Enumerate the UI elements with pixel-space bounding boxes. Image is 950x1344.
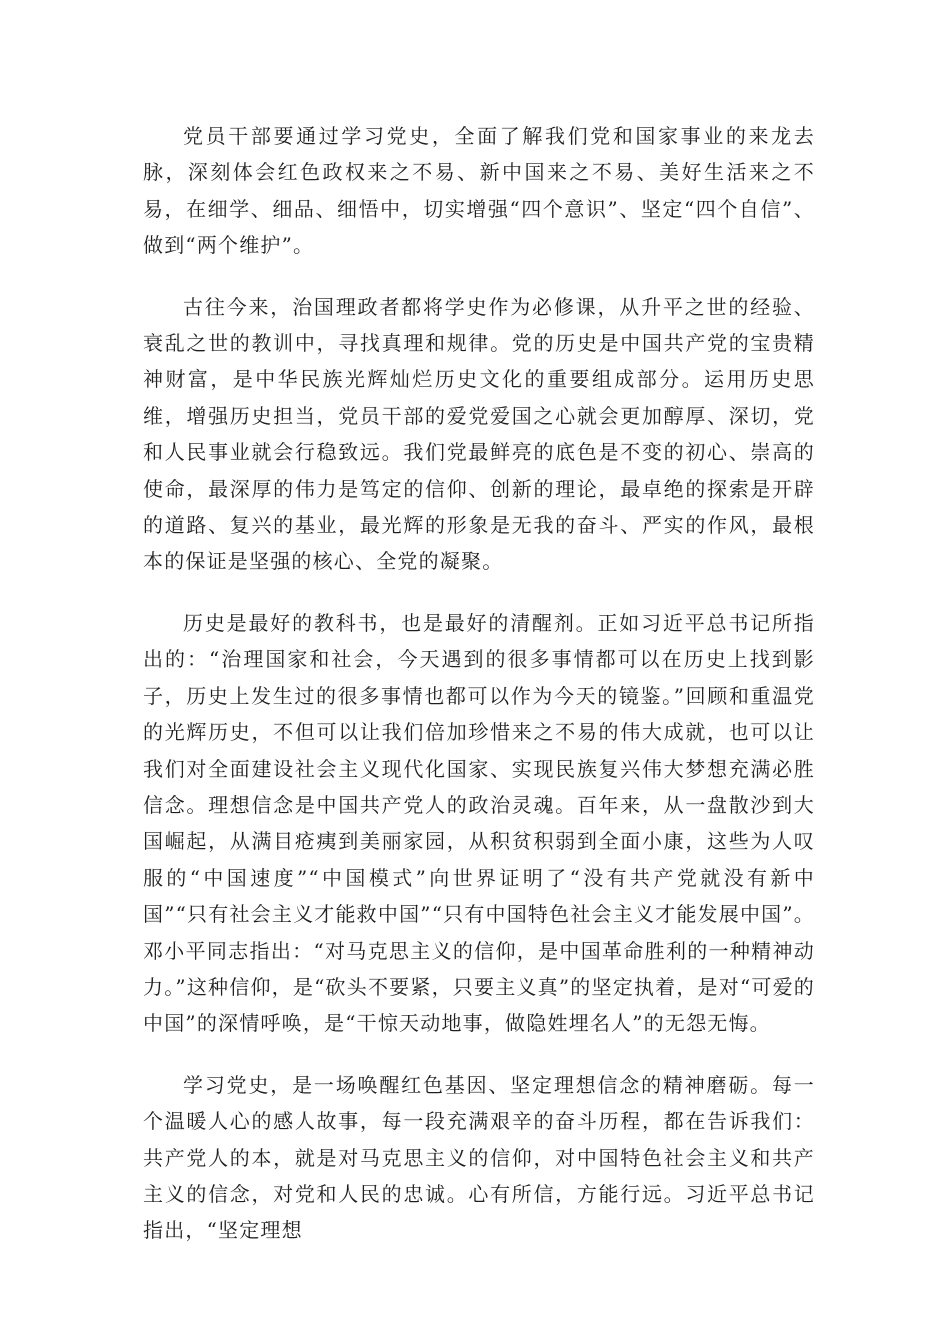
paragraph-4: 学习党史，是一场唤醒红色基因、坚定理想信念的精神磨砺。每一个温暖人心的感人故事，每一段充满艰辛的奋斗历程，都在告诉我们：共产党人的本，就是对马克思主义的信仰，对中国特色社会主义和共产主义的信念，对党和人民的忠诚。心有所信，方能行远。习近平总书记指出，“坚定理想 (143, 1072, 815, 1243)
paragraph-1: 党员干部要通过学习党史，全面了解我们党和国家事业的来龙去脉，深刻体会红色政权来之不易、新中国来之不易、美好生活来之不易，在细学、细品、细悟中，切实增强“四个意识”、坚定“四个自信”、做到“两个维护”。 (143, 124, 815, 258)
document-body (143, 118, 815, 1249)
paragraph-2: 古往今来，治国理政者都将学史作为必修课，从升平之世的经验、衰乱之世的教训中，寻找真理和规律。党的历史是中国共产党的宝贵精神财富，是中华民族光辉灿烂历史文化的重要组成部分。运用历史思维，增强历史担当，党员干部的爱党爱国之心就会更加醇厚、深切，党和人民事业就会行稳致远。我们党最鲜亮的底色是不变的初心、崇高的使命，最深厚的伟力是笃定的信仰、创新的理论，最卓绝的探索是开辟的道路、复兴的基业，最光辉的形象是无我的奋斗、严实的作风，最根本的保证是坚强的核心、全党的凝聚。 (143, 294, 815, 574)
paragraph-3: 历史是最好的教科书，也是最好的清醒剂。正如习近平总书记所指出的：“治理国家和社会，今天遇到的很多事情都可以在历史上找到影子，历史上发生过的很多事情也都可以作为今天的镜鉴。”回顾和重温党的光辉历史，不但可以让我们倍加珍惜来之不易的伟大成就，也可以让我们对全面建设社会主义现代化国家、实现民族复兴伟大梦想充满必胜信念。理想信念是中国共产党人的政治灵魂。百年来，从一盘散沙到大国崛起，从满目疮痍到美丽家园，从积贫积弱到全面小康，这些为人叹服的“中国速度”“中国模式”向世界证明了“没有共产党就没有新中国”“只有社会主义才能救中国”“只有中国特色社会主义才能发展中国”。邓小平同志指出：“对马克思主义的信仰，是中国革命胜利的一种精神动力。”这种信仰，是“砍头不要紧，只要主义真”的坚定执着，是对“可爱的中国”的深情呼唤，是“干惊天动地事，做隐姓埋名人”的无怨无悔。 (143, 610, 815, 1036)
